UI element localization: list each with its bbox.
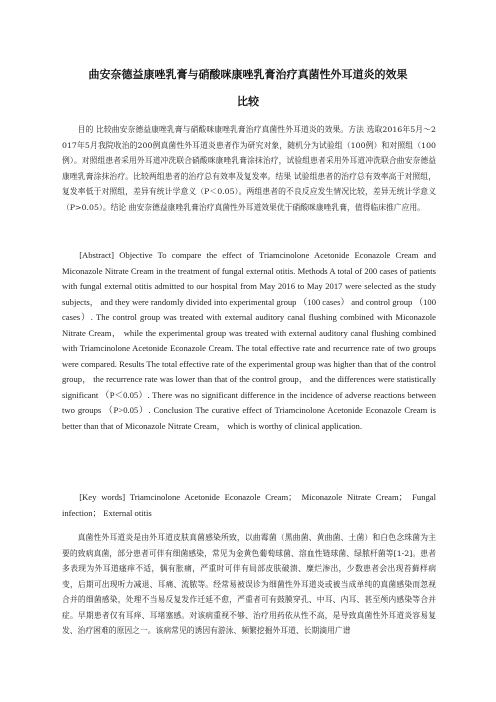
english-keywords: [Key words] Triamcinolone Acetonide Econazole Cream； Miconazole Nitrate Cream； Fungal infection； External otitis bbox=[62, 492, 436, 518]
english-abstract: [Abstract] Objective To compare the effect of Triamcinolone Acetonide Econazole Cream and Miconazole Nitrate Cream in the treatment of fungal external otitis. Methods A total of 200 cases of patients with fungal external otitis admitted to our hospital from May 2016 to May 2017 were selected as the study subjects， and they were randomly divided into experimental group （100 cases） and control group （100 cases）. The control group was treated with external auditory canal flushing combined with Miconazole Nitrate Cream， while the experimental group was treated with external auditory canal flushing combined with Triamcinolone Acetonide Econazole Cream. The total effective rate and recurrence rate of two groups were compared. Results The total effective rate of the experimental group was higher than that of the control group， the recurrence rate was lower than that of the control group， and the differences were statistically significant （P＜0.05）. There was no significant difference in the incidence of adverse reactions between two groups （P>0.05）. Conclusion The curative effect of Triamcinolone Acetonide Econazole Cream is better than that of Miconazole Nitrate Cream， which is worthy of clinical application. bbox=[62, 250, 436, 431]
chinese-abstract: 目的 比较曲安奈德益康唑乳膏与硝酸咪康唑乳膏治疗真菌性外耳道炎的效果。方法 选取2016年5月～2017年5月我院收治的200例真菌性外耳道炎患者作为研究对象，随机分为试验组（100例）和对照组（100例）。对照组患者采用外耳道冲洗联合硝酸咪康唑乳膏涂抹治疗，试验组患者采用外耳道冲洗联合曲安奈德益康唑乳膏涂抹治疗。比较两组患者的治疗总有效率及复发率。结果 试验组患者的治疗总有效率高于对照组，复发率低于对照组，差异有统计学意义（P＜0.05）。两组患者的不良反应发生情况比较，差异无统计学意义（P>0.05）。结论 曲安奈德益康唑乳膏治疗真菌性外耳道效果优于硝酸咪康唑乳膏，值得临床推广应用。 bbox=[62, 125, 436, 212]
introduction-paragraph: 真菌性外耳道炎是由外耳道皮肤真菌感染所致，以曲霉菌（黑曲菌、黄曲菌、土菌）和白色念珠菌为主要的致病真菌，部分患者可伴有细菌感染，常见为金黄色葡萄球菌、溶血性链球菌、绿脓杆菌等[1-2]。患者多表现为外耳道瘙痒不适，偶有胀痛，严重时可伴有局部皮肤破溃、糜烂渗出，少数患者会出现苔藓样病变，后期可出现听力减退、耳痛、流脓等。经常易被误诊为细菌性外耳道炎或被当成单纯的真菌感染而忽视合并的细菌感染，处理不当易反复发作迁延不愈，严重者可有鼓膜穿孔、中耳、内耳、甚至颅内感染等合并症。早期患者仅有耳痒、耳堵塞感。对该病重视不够、治疗用药依从性不高，是导致真菌性外耳道炎容易复发、治疗困难的原因之一。该病常见的诱因有游泳、频繁挖掘外耳道、长期滴用广谱 bbox=[62, 533, 436, 635]
paper-title-line-1: 曲安奈德益康唑乳膏与硝酸咪康唑乳膏治疗真菌性外耳道炎的效果 bbox=[88, 68, 408, 81]
paper-title-line-2: 比较 bbox=[237, 95, 259, 108]
